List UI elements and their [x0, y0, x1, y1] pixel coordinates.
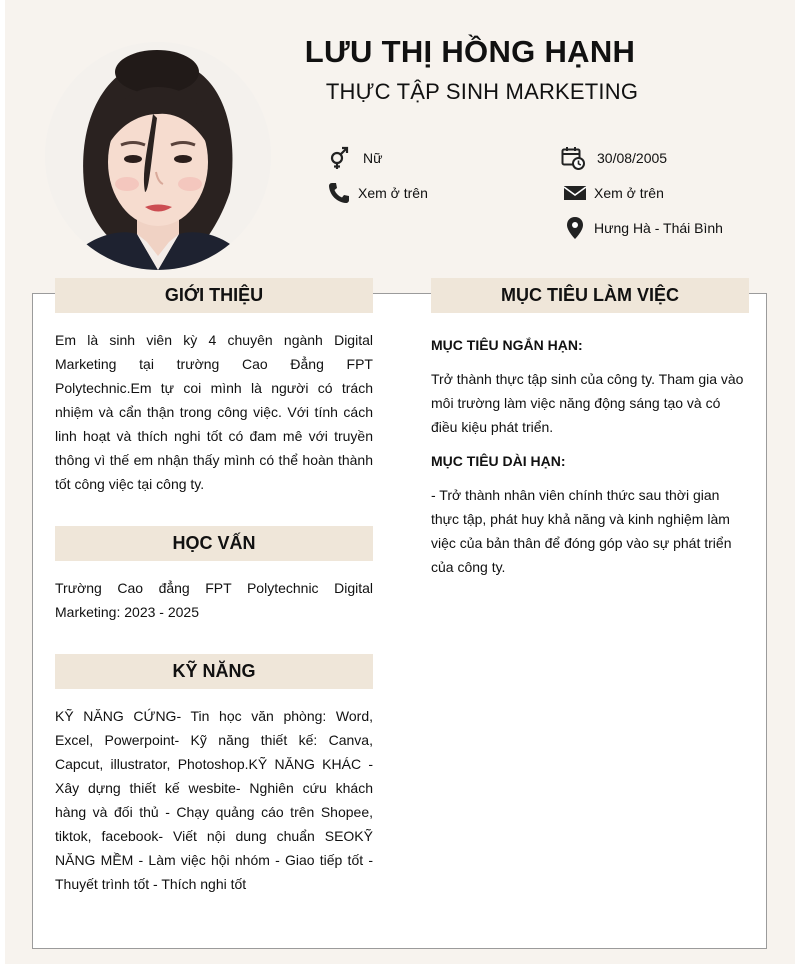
gender-value: Nữ	[363, 150, 383, 166]
intro-text: Em là sinh viên kỳ 4 chuyên ngành Digital Marketing tại trường Cao Đẳng FPT Polytechnic.Em tự coi mình là người có trách nhiệm và cẩn thận trong công việc. Với tính cách linh hoạt và thích nghi tốt có đam mê với truyền thông vì thế em nhận thấy mình có thể hoàn thành tốt công việc tại công ty.	[55, 332, 373, 492]
long-term-text: - Trở thành nhân viên chính thức sau thời gian thực tập, phát huy khả năng và kinh nghiệm làm việc của bản thân để đóng góp vào sự phát triển của công ty.	[431, 487, 732, 575]
long-term-label: MỤC TIÊU DÀI HẠN:	[431, 453, 566, 469]
email-icon	[563, 181, 581, 205]
intro-title: GIỚI THIỆU	[55, 278, 373, 313]
profile-photo	[45, 42, 271, 270]
skills-text: KỸ NĂNG CỨNG- Tin học văn phòng: Word, Excel, Powerpoint- Kỹ năng thiết kế: Canva, Capcut, illustrator, Photoshop.KỸ NĂNG KHÁC - Xây dựng thiết kế wesbite- Nghiên cứu khách hàng và đối thủ - Chạy quảng cáo trên Shopee, tiktok, facebook- Viết nội dung chuẩn SEOKỸ NĂNG MỀM - Làm việc hội nhóm - Giao tiếp tốt - Thuyết trình tốt - Thích nghi tốt	[55, 708, 373, 892]
education-title: HỌC VẤN	[55, 526, 373, 561]
education-text: Trường Cao đẳng FPT Polytechnic Digital Marketing: 2023 - 2025	[55, 580, 373, 620]
email-value: Xem ở trên	[594, 185, 664, 201]
info-email	[563, 181, 664, 205]
skills-title: KỸ NĂNG	[55, 654, 373, 689]
location-pin-icon	[563, 216, 581, 240]
phone-icon	[327, 181, 345, 205]
phone-value: Xem ở trên	[358, 185, 428, 201]
info-birthdate	[561, 146, 667, 170]
address-value: Hưng Hà - Thái Bình	[594, 220, 723, 236]
birthdate-value: 30/08/2005	[597, 150, 668, 166]
calendar-icon	[561, 146, 585, 170]
candidate-role: THỰC TẬP SINH MARKETING	[325, 79, 639, 104]
info-phone	[327, 181, 428, 205]
objective-title: MỤC TIÊU LÀM VIỆC	[431, 278, 749, 313]
short-term-text: Trở thành thực tập sinh của công ty. Tham gia vào môi trường làm việc năng động sáng tạo và có điều kiệu phát triển.	[431, 371, 744, 435]
candidate-name: LƯU THỊ HỒNG HẠNH	[304, 34, 636, 69]
gender-icon	[327, 146, 351, 170]
info-address	[563, 216, 723, 240]
short-term-label: MỤC TIÊU NGẮN HẠN:	[431, 337, 583, 353]
info-gender	[327, 146, 382, 170]
